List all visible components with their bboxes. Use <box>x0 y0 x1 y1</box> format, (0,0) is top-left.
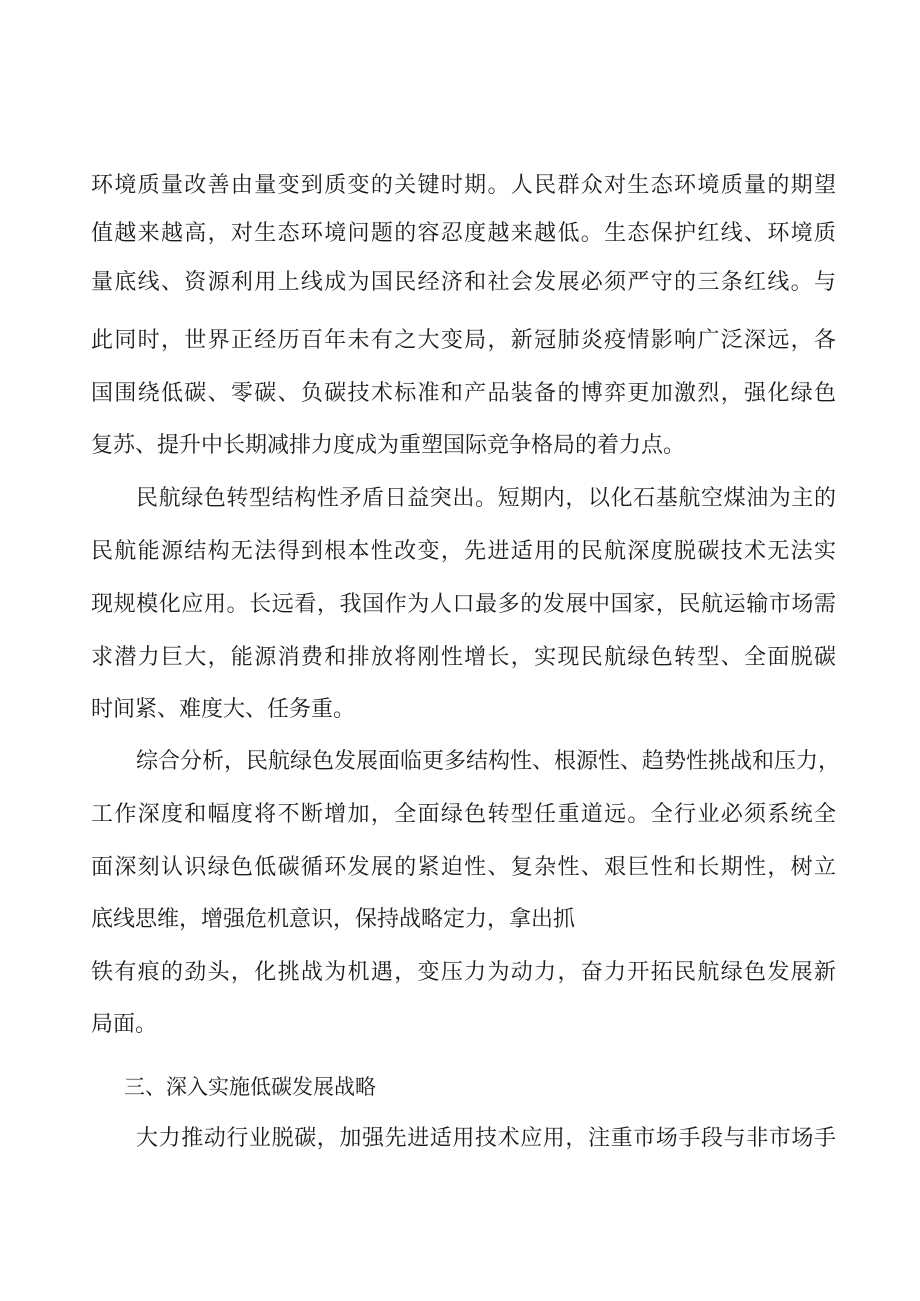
paragraph-2-line-5: 时间紧、难度大、任务重。 <box>91 697 356 722</box>
paragraph-3-line-6: 局面。 <box>91 1012 158 1037</box>
paragraph-3-line-3: 面深刻认识绿色低碳循环发展的紧迫性、复杂性、艰巨性和长期性，树立 <box>91 855 836 880</box>
paragraph-1-line-6: 复苏、提升中长期减排力度成为重塑国际竞争格局的着力点。 <box>91 433 686 458</box>
paragraph-1-line-4: 此同时，世界正经历百年未有之大变局，新冠肺炎疫情影响广泛深远，各 <box>91 328 836 353</box>
paragraph-4-line-1: 大力推动行业脱碳，加强先进适用技术应用，注重市场手段与非市场手 <box>136 1126 836 1151</box>
section-heading: 三、深入实施低碳发展战略 <box>124 1075 376 1099</box>
paragraph-1-line-5: 国围绕低碳、零碳、负碳技术标准和产品装备的博弈更加激烈，强化绿色 <box>91 381 836 406</box>
paragraph-2-line-2: 民航能源结构无法得到根本性改变，先进适用的民航深度脱碳技术无法实 <box>91 539 836 564</box>
paragraph-1-line-3: 量底线、资源利用上线成为国民经济和社会发展必须严守的三条红线。与 <box>91 270 836 295</box>
paragraph-3-line-1: 综合分析，民航绿色发展面临更多结构性、根源性、趋势性挑战和压力， <box>136 749 841 774</box>
paragraph-2-line-3: 现规模化应用。长远看，我国作为人口最多的发展中国家，民航运输市场需 <box>91 592 836 617</box>
paragraph-3-line-5: 铁有痕的劲头，化挑战为机遇，变压力为动力，奋力开拓民航绿色发展新 <box>91 960 836 985</box>
paragraph-2-line-4: 求潜力巨大，能源消费和排放将刚性增长，实现民航绿色转型、全面脱碳 <box>91 645 836 670</box>
paragraph-3-line-2: 工作深度和幅度将不断增加，全面绿色转型任重道远。全行业必须系统全 <box>91 802 836 827</box>
paragraph-1-line-1: 环境质量改善由量变到质变的关键时期。人民群众对生态环境质量的期望 <box>91 173 836 198</box>
paragraph-3-line-4: 底线思维，增强危机意识，保持战略定力，拿出抓 <box>91 907 576 932</box>
paragraph-2-line-1: 民航绿色转型结构性矛盾日益突出。短期内，以化石基航空煤油为主的 <box>136 486 836 511</box>
paragraph-1-line-2: 值越来越高，对生态环境问题的容忍度越来越低。生态保护红线、环境质 <box>91 221 836 246</box>
